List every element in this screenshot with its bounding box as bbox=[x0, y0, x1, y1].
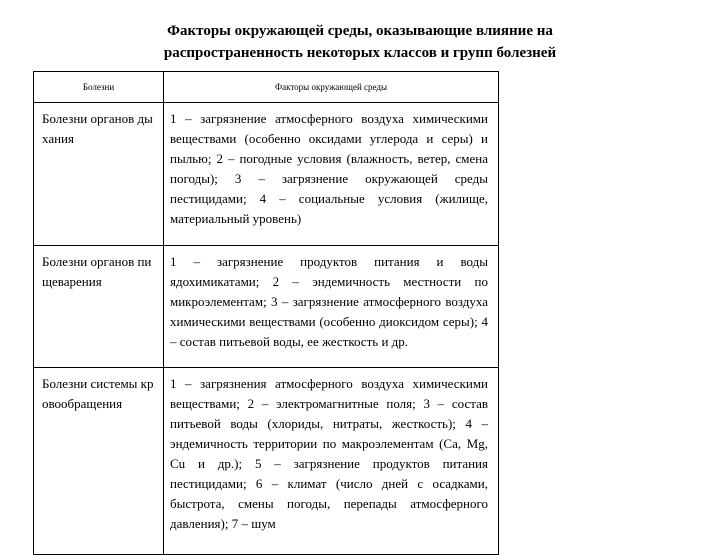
disease-cell: Болезни органов пищеварения bbox=[34, 246, 164, 368]
table-row bbox=[34, 246, 499, 368]
table-row bbox=[34, 368, 499, 555]
factors-cell: 1 – загрязнение продуктов питания и воды ядохимикатами; 2 – эндемичность местности по микроэлементам; 3 – загрязнение атмосферного воздуха химическими веществами (особенно диоксидом серы); 4 – состав питьевой воды, ее жесткость и др. bbox=[164, 246, 499, 368]
table-row bbox=[34, 103, 499, 246]
title-line-1: Факторы окружающей среды, оказывающие влияние на bbox=[167, 23, 553, 39]
page-title bbox=[0, 20, 720, 64]
factors-cell: 1 – загрязнения атмосферного воздуха химическими веществами; 2 – электромагнитные поля; 3 – состав питьевой воды (хлориды, нитраты, жесткость); 4 – эндемичность территории по макроэлементам (Са, Mg, Cu и др.); 5 – загрязнение продуктов питания пестицидами; 6 – климат (число дней с осадками, быстрота, смены погоды, перепады атмосферного давления); 7 – шум bbox=[164, 368, 499, 555]
header-diseases: Болезни bbox=[34, 72, 164, 103]
factors-cell: 1 – загрязнение атмосферного воздуха химическими веществами (особенно оксидами углерода и серы) и пылью; 2 – погодные условия (влажность, ветер, смена погоды); 3 – загрязнение окружающей среды пестицидами; 4 – социальные условия (жилище, материальный уровень) bbox=[164, 103, 499, 246]
title-line-2: распространенность некоторых классов и групп болезней bbox=[163, 45, 557, 61]
disease-cell: Болезни органов дыхания bbox=[34, 103, 164, 246]
factors-table bbox=[33, 71, 499, 555]
header-environmental-factors: Факторы окружающей среды bbox=[164, 72, 499, 103]
disease-cell: Болезни системы кровообращения bbox=[34, 368, 164, 555]
table-header-row bbox=[34, 72, 499, 103]
